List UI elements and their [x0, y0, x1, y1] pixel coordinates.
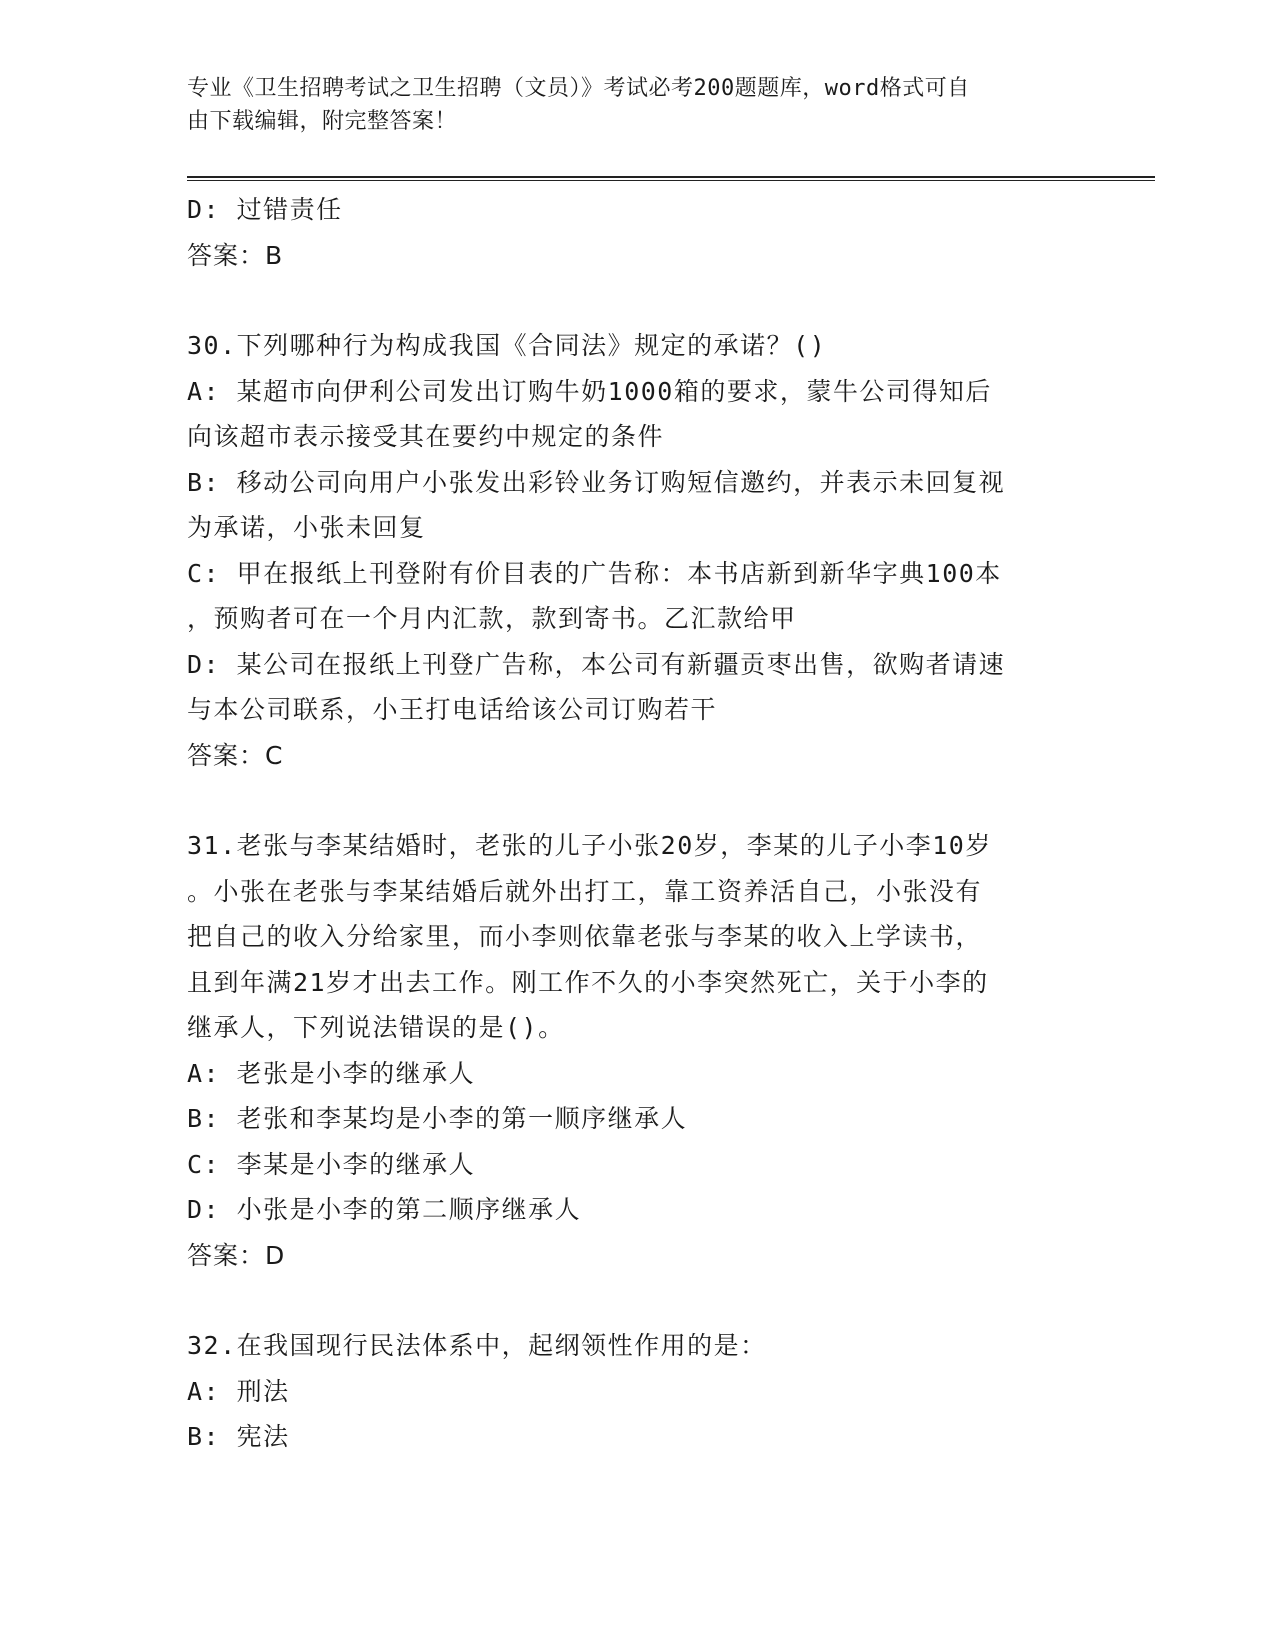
- question-32: [187, 1323, 1067, 1460]
- option-d: D: 过错责任: [187, 195, 343, 224]
- header-line-1: 专业《卫生招聘考试之卫生招聘（文员）》考试必考200题题库，word格式可自: [187, 76, 970, 101]
- question-stem: 32.在我国现行民法体系中，起纲领性作用的是：: [187, 1331, 767, 1360]
- option-d: D: 某公司在报纸上刊登广告称，本公司有新疆贡枣出售，欲购者请速: [187, 649, 1006, 679]
- question-content: [187, 187, 1067, 1460]
- option-d-cont: 与本公司联系，小王打电话给该公司订购若干: [187, 695, 718, 724]
- question-stem-cont: 且到年满21岁才出去工作。刚工作不久的小李突然死亡，关于小李的: [187, 967, 989, 997]
- option-b: B: 宪法: [187, 1422, 290, 1451]
- question-30: [187, 323, 1067, 778]
- option-b-cont: 为承诺，小张未回复: [187, 513, 426, 542]
- question-stem: 30.下列哪种行为构成我国《合同法》规定的承诺？(): [187, 331, 827, 360]
- spacer: [187, 1278, 1067, 1323]
- answer-label: 答案：D: [187, 1240, 286, 1270]
- option-a: A: 刑法: [187, 1376, 290, 1406]
- question-stem: 31.老张与李某结婚时，老张的儿子小张20岁，李某的儿子小李10岁: [187, 831, 992, 860]
- header-divider: [187, 176, 1155, 181]
- option-c: C: 李某是小李的继承人: [187, 1149, 476, 1179]
- previous-question-fragment: [187, 187, 1067, 278]
- option-a: A: 某超市向伊利公司发出订购牛奶1000箱的要求，蒙牛公司得知后: [187, 376, 992, 406]
- option-c-cont: ，预购者可在一个月内汇款，款到寄书。乙汇款给甲: [187, 604, 797, 633]
- option-d: D: 小张是小李的第二顺序继承人: [187, 1195, 582, 1224]
- question-stem-cont: 继承人，下列说法错误的是()。: [187, 1013, 565, 1042]
- option-a: A: 老张是小李的继承人: [187, 1058, 476, 1088]
- option-b: B: 老张和李某均是小李的第一顺序继承人: [187, 1104, 688, 1133]
- question-stem-cont: 把自己的收入分给家里，而小李则依靠老张与李某的收入上学读书，: [187, 922, 983, 951]
- question-31: [187, 823, 1067, 1278]
- option-b: B: 移动公司向用户小张发出彩铃业务订购短信邀约，并表示未回复视: [187, 467, 1006, 497]
- option-c: C: 甲在报纸上刊登附有价目表的广告称：本书店新到新华字典100本: [187, 558, 1002, 588]
- option-a-cont: 向该超市表示接受其在要约中规定的条件: [187, 422, 665, 451]
- document-header: [187, 72, 1067, 138]
- spacer: [187, 278, 1067, 323]
- spacer: [187, 778, 1067, 823]
- header-line-2: 由下载编辑，附完整答案！: [187, 109, 458, 134]
- question-stem-cont: 。小张在老张与李某结婚后就外出打工，靠工资养活自己，小张没有: [187, 876, 983, 906]
- answer-label: 答案：B: [187, 240, 284, 270]
- answer-label: 答案：C: [187, 740, 284, 770]
